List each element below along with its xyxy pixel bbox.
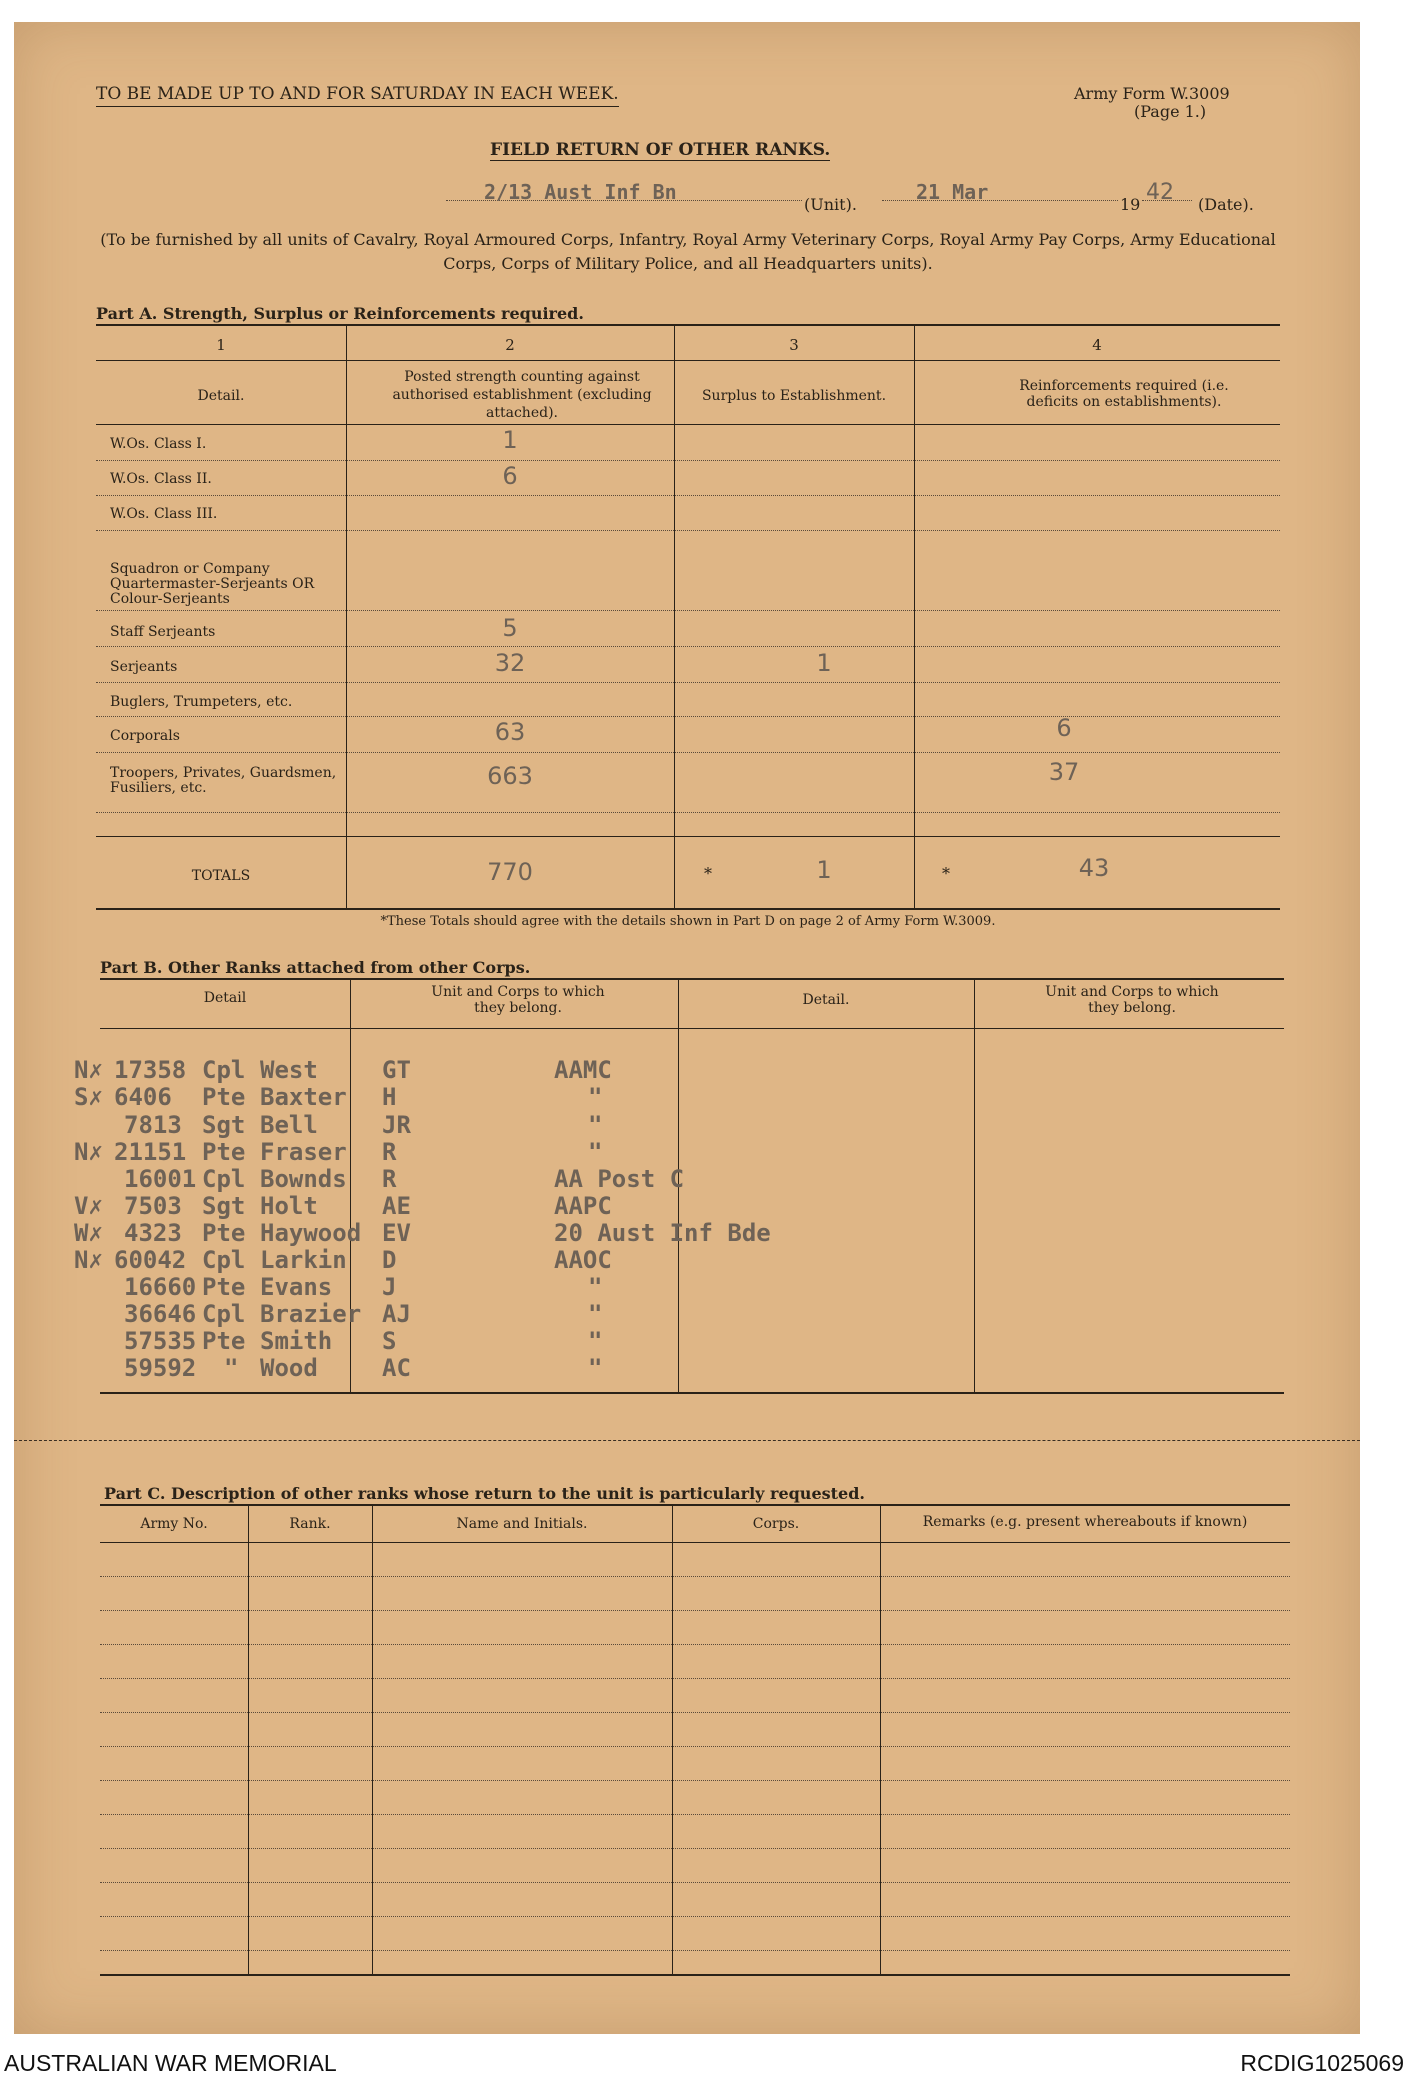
row-reinforcements: 6	[1056, 714, 1072, 742]
entry-name: Holt	[260, 1192, 318, 1220]
form-title: FIELD RETURN OF OTHER RANKS.	[490, 140, 831, 160]
col-number-2: 2	[505, 336, 515, 354]
attached-entry	[74, 1138, 603, 1166]
col-number-4: 4	[1092, 336, 1102, 354]
entry-rank: Pte	[202, 1273, 246, 1301]
entry-rank: Pte	[202, 1083, 246, 1111]
row-surplus: 1	[816, 649, 832, 677]
entry-unit: AA Post C	[554, 1165, 685, 1193]
entry-unit: "	[588, 1083, 603, 1111]
entry-name: Haywood	[260, 1219, 362, 1247]
year-prefix: 19	[1120, 195, 1141, 214]
entry-number: 6406	[114, 1083, 172, 1111]
entry-name: Bownds	[260, 1165, 347, 1193]
entry-unit: 20 Aust Inf Bde	[554, 1219, 771, 1247]
row-posted: 6	[502, 462, 518, 490]
totals-reinforcements: 43	[1078, 854, 1110, 882]
entry-rank: Pte	[202, 1219, 246, 1247]
row-detail: W.Os. Class III.	[110, 506, 218, 522]
row-posted: 32	[494, 649, 526, 677]
part-c-title: Part C. Description of other ranks whose return to the unit is particularly requested.	[104, 1484, 865, 1503]
entry-initials: AC	[382, 1354, 411, 1382]
entry-name: Evans	[260, 1273, 333, 1301]
part-b-header-unit: Unit and Corps to which they belong.	[431, 984, 605, 1016]
entry-rank: Cpl	[202, 1246, 246, 1274]
entry-rank: Sgt	[202, 1111, 246, 1139]
entry-name: Smith	[260, 1327, 333, 1355]
row-posted: 5	[502, 614, 518, 642]
entry-unit: "	[588, 1273, 603, 1301]
attached-entry	[74, 1083, 603, 1111]
entry-rank: "	[224, 1354, 239, 1382]
totals-footnote: *These Totals should agree with the details shown in Part D on page 2 of Army Form W.3009.	[380, 914, 996, 929]
row-detail: Serjeants	[110, 659, 178, 675]
asterisk-surplus: *	[704, 864, 712, 883]
col-number-1: 1	[216, 336, 226, 354]
entry-initials: AJ	[382, 1300, 411, 1328]
part-c-header-remarks: Remarks (e.g. present whereabouts if known)	[922, 1514, 1248, 1530]
year-value: 42	[1146, 180, 1174, 205]
entry-rank: Pte	[202, 1138, 246, 1166]
row-detail: Staff Serjeants	[110, 624, 216, 640]
row-detail: W.Os. Class II.	[110, 471, 212, 487]
entry-name: Larkin	[260, 1246, 347, 1274]
entry-rank: Cpl	[202, 1056, 246, 1084]
entry-number: 16660	[124, 1273, 197, 1301]
col-header-detail: Detail.	[197, 388, 245, 404]
footer-archive-name: AUSTRALIAN WAR MEMORIAL	[4, 2050, 337, 2076]
entry-initials: EV	[382, 1219, 411, 1247]
part-c-header-army-no: Army No.	[140, 1516, 208, 1532]
row-detail: Squadron or Company Quartermaster-Serjeants OR Colour-Serjeants	[110, 561, 315, 607]
entry-name: Bell	[260, 1111, 318, 1139]
row-reinforcements: 37	[1048, 758, 1080, 786]
entry-number: 59592	[124, 1354, 197, 1382]
unit-label: (Unit).	[804, 195, 857, 214]
footer-image-id: RCDIG1025069	[1240, 2050, 1404, 2076]
entry-initials: JR	[382, 1111, 411, 1139]
entry-number: 60042	[114, 1246, 187, 1274]
entry-rank: Sgt	[202, 1192, 246, 1220]
entry-number: 57535	[124, 1327, 197, 1355]
entry-number: 17358	[114, 1056, 187, 1084]
totals-posted: 770	[487, 858, 533, 886]
entry-name: Baxter	[260, 1083, 347, 1111]
entry-mark: N✗	[74, 1056, 103, 1084]
entry-mark: N✗	[74, 1138, 103, 1166]
attached-entry	[74, 1219, 771, 1247]
entry-unit: "	[588, 1138, 603, 1166]
cut-line	[14, 1440, 1360, 1441]
row-detail: Buglers, Trumpeters, etc.	[110, 694, 293, 710]
attached-entry	[74, 1056, 612, 1084]
col-header-posted: Posted strength counting against authorised establishment (excluding attached).	[392, 369, 652, 421]
entry-number: 7503	[124, 1192, 182, 1220]
part-b-header-unit-2: Unit and Corps to which they belong.	[1045, 984, 1219, 1016]
col-header-surplus: Surplus to Establishment.	[701, 388, 887, 404]
form-sheet	[14, 22, 1360, 2034]
entry-initials: S	[382, 1327, 397, 1355]
entry-name: Fraser	[260, 1138, 347, 1166]
entry-number: 16001	[124, 1165, 197, 1193]
entry-unit: "	[588, 1111, 603, 1139]
col-number-3: 3	[789, 336, 799, 354]
page-number: (Page 1.)	[1134, 102, 1207, 121]
asterisk-reinforcements: *	[942, 864, 950, 883]
part-a-title: Part A. Strength, Surplus or Reinforcements required.	[96, 304, 584, 323]
entry-unit: "	[588, 1327, 603, 1355]
part-b-title: Part B. Other Ranks attached from other Corps.	[100, 958, 531, 977]
date-label: (Date).	[1198, 195, 1254, 214]
entry-number: 7813	[124, 1111, 182, 1139]
attached-entry	[74, 1192, 612, 1220]
part-c-header-rank: Rank.	[289, 1516, 331, 1532]
row-detail: W.Os. Class I.	[110, 436, 207, 452]
entry-name: West	[260, 1056, 318, 1084]
entry-initials: R	[382, 1165, 397, 1193]
part-b-header-detail-2: Detail.	[802, 992, 850, 1008]
row-detail: Corporals	[110, 728, 180, 744]
entry-initials: AE	[382, 1192, 411, 1220]
entry-initials: H	[382, 1083, 397, 1111]
row-posted: 1	[502, 426, 518, 454]
part-b-header-detail: Detail	[203, 990, 247, 1006]
attached-entry	[74, 1246, 612, 1274]
entry-mark: V✗	[74, 1192, 103, 1220]
date-value: 21 Mar	[916, 180, 989, 204]
row-detail: Troopers, Privates, Guardsmen, Fusiliers, etc.	[110, 765, 337, 796]
totals-label: TOTALS	[191, 868, 251, 884]
entry-rank: Cpl	[202, 1165, 246, 1193]
entry-mark: N✗	[74, 1246, 103, 1274]
part-c-header-name: Name and Initials.	[456, 1516, 588, 1532]
instruction-heading: TO BE MADE UP TO AND FOR SATURDAY IN EACH WEEK.	[96, 84, 619, 107]
row-posted: 663	[487, 762, 533, 790]
entry-unit: AAOC	[554, 1246, 612, 1274]
furnish-note: (To be furnished by all units of Cavalry, Royal Armoured Corps, Infantry, Royal Army Veterinary Corps, Royal Army Pay Corps, Army Educational Corps, Corps of Military Police, and all Headquarters units).	[100, 230, 1276, 273]
entry-unit: "	[588, 1354, 603, 1382]
entry-rank: Cpl	[202, 1300, 246, 1328]
entry-initials: GT	[382, 1056, 411, 1084]
entry-initials: D	[382, 1246, 397, 1274]
entry-number: 21151	[114, 1138, 187, 1166]
entry-rank: Pte	[202, 1327, 246, 1355]
unit-value: 2/13 Aust Inf Bn	[484, 180, 677, 204]
col-header-reinforcements: Reinforcements required (i.e. deficits on establishments).	[1019, 378, 1229, 410]
entry-mark: W✗	[74, 1219, 103, 1247]
entry-name: Wood	[260, 1354, 318, 1382]
entry-number: 36646	[124, 1300, 197, 1328]
entry-unit: AAPC	[554, 1192, 612, 1220]
entry-name: Brazier	[260, 1300, 362, 1328]
part-c-header-corps: Corps.	[752, 1516, 800, 1532]
row-posted: 63	[494, 718, 526, 746]
entry-mark: S✗	[74, 1083, 103, 1111]
entry-initials: R	[382, 1138, 397, 1166]
form-number: Army Form W.3009	[1074, 84, 1230, 103]
entry-initials: J	[382, 1273, 397, 1301]
totals-surplus: 1	[816, 856, 832, 884]
entry-number: 4323	[124, 1219, 182, 1247]
entry-unit: AAMC	[554, 1056, 612, 1084]
entry-unit: "	[588, 1300, 603, 1328]
